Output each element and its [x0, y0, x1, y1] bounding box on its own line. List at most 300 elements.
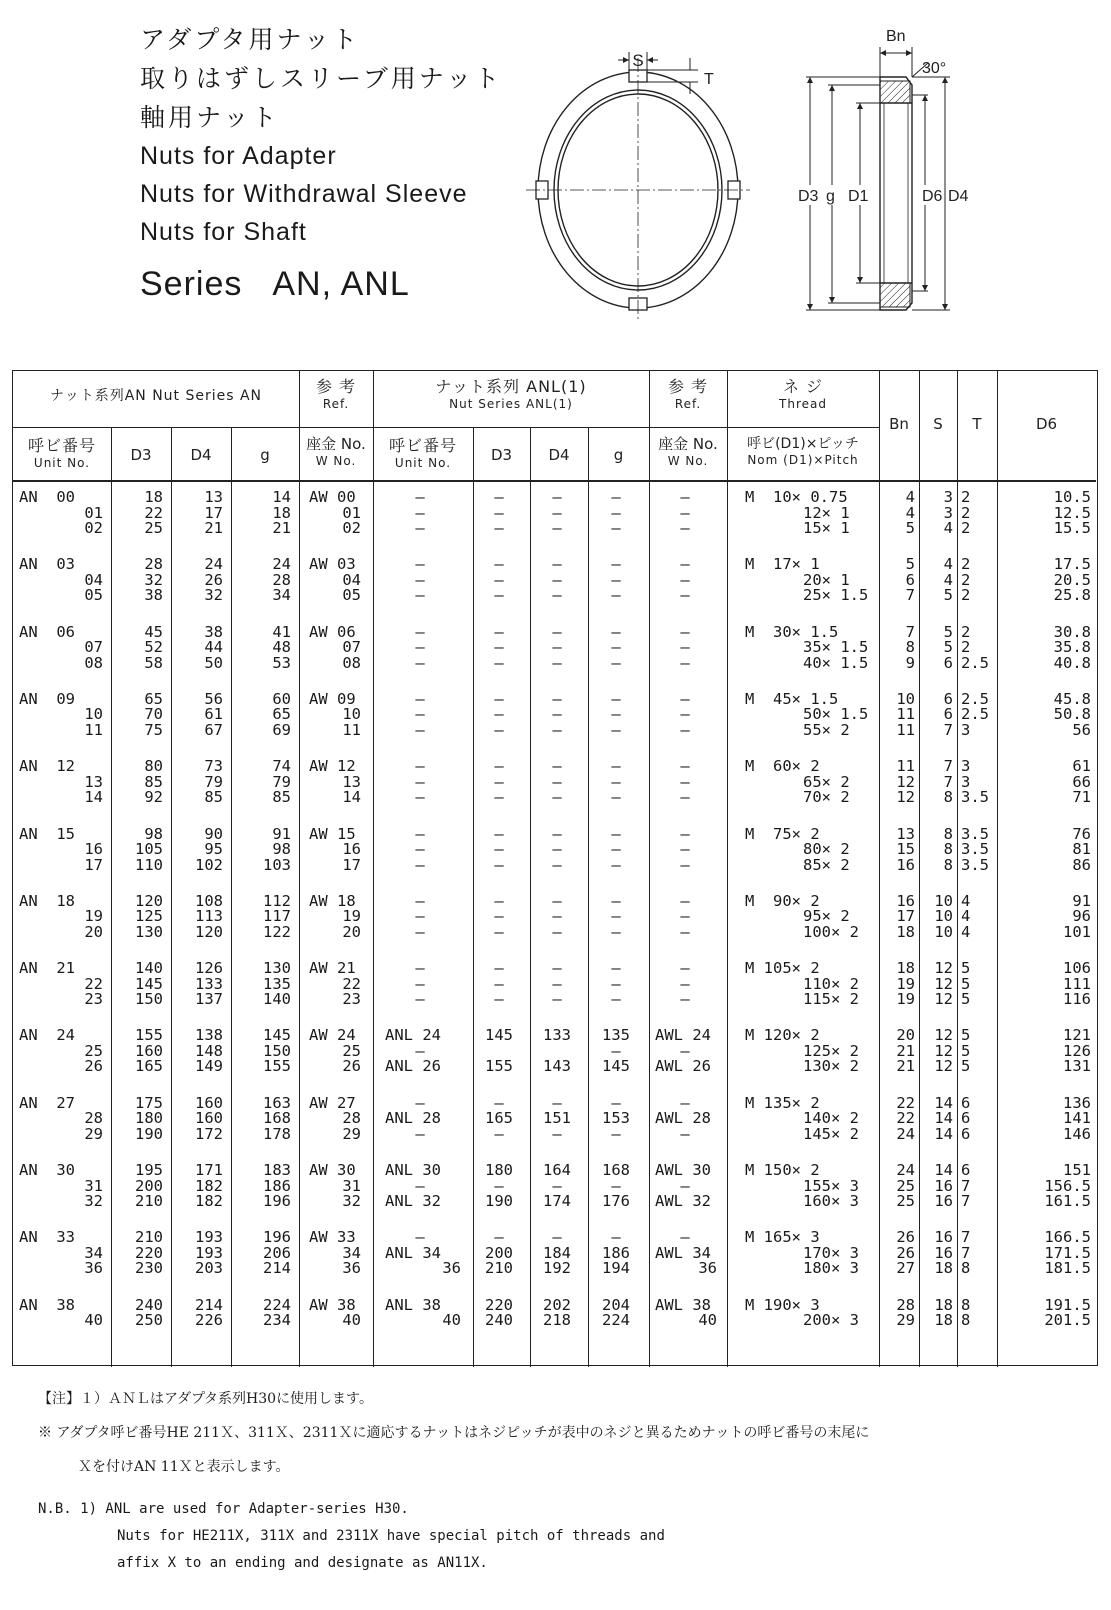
cell-bn [879, 1163, 915, 1229]
cell-value: 5 [961, 1057, 971, 1076]
cell-value: 7 [905, 586, 915, 605]
cell-value: 120 [135, 891, 163, 910]
cell-value: 2 [961, 555, 971, 574]
cell-value: AW 30 [309, 1161, 356, 1179]
cell-value: 8 [961, 1311, 971, 1330]
cell-value: — [415, 570, 425, 589]
cell-value: 08 [342, 653, 361, 672]
cell-value: M 17× 1 [745, 555, 820, 574]
cell-value: — [611, 891, 621, 910]
cell-value: — [552, 757, 562, 776]
cell-awl [649, 490, 721, 556]
cell-value: 24 [204, 555, 223, 574]
cell-value: — [494, 720, 504, 739]
cell-value: 182 [195, 1192, 223, 1210]
cell-value: 34 [272, 586, 291, 605]
cell-d3b [473, 689, 525, 758]
cell-value: 7 [961, 1243, 971, 1262]
s-header: S [933, 415, 943, 433]
cell-value: 11 [342, 720, 361, 739]
cell-value: AWL 34 [655, 1243, 711, 1262]
cell-d4b [530, 759, 584, 825]
cell-an [19, 759, 107, 825]
cell-value: 125× 2 [803, 1041, 859, 1060]
cell-value: 29 [84, 1124, 103, 1143]
note-jp-3: Ｘを付けAN 11Ｘと表示します。 [78, 1459, 290, 1475]
cell-value: — [680, 788, 690, 807]
cell-value: 79 [204, 772, 223, 791]
cell-d4 [171, 891, 223, 960]
cell-value: — [494, 1093, 504, 1112]
cell-value: 10 [934, 891, 953, 910]
cell-value: 108 [195, 891, 223, 910]
cell-aw [299, 557, 367, 623]
cell-value: — [415, 757, 425, 776]
cell-value: 56 [1072, 720, 1091, 739]
cell-value: — [552, 720, 562, 739]
cell-value: 28 [144, 555, 163, 574]
cell-value: — [552, 503, 562, 522]
table-row-group [13, 557, 1096, 623]
washer2-jp-header: 座金 No. [658, 435, 718, 453]
cell-aw [299, 1230, 367, 1296]
cell-value: 18 [934, 1295, 953, 1314]
cell-value: 8 [961, 1295, 971, 1314]
cell-value: — [415, 990, 425, 1009]
cell-d6 [997, 1295, 1091, 1364]
title-en-adapter: Nuts for Adapter [140, 142, 337, 170]
cell-value: 180 [485, 1161, 513, 1179]
cell-value: 14 [934, 1161, 953, 1179]
cell-value: — [552, 891, 562, 910]
cell-value: 85 [272, 788, 291, 807]
cell-value: 25 [342, 1041, 361, 1060]
cell-value: M 45× 1.5 [745, 689, 839, 708]
cell-value: 26 [342, 1057, 361, 1076]
cell-value: 21 [272, 519, 291, 537]
d3b-header: D3 [490, 446, 513, 464]
cell-d6 [997, 622, 1091, 691]
cell-value: — [494, 1176, 504, 1195]
series-title [140, 265, 502, 304]
cell-value: — [611, 705, 621, 724]
cell-g [231, 557, 291, 623]
cell-value: 50× 1.5 [803, 705, 869, 724]
unit-no2-en-header: Unit No. [394, 456, 452, 470]
cell-value: — [415, 1041, 425, 1060]
cell-s [919, 1230, 953, 1296]
cell-value: — [494, 586, 504, 605]
cell-value: 13 [342, 772, 361, 791]
cell-d3 [111, 490, 163, 556]
cell-value: 31 [84, 1176, 103, 1195]
cell-value: — [611, 1124, 621, 1143]
cell-value: 143 [543, 1057, 571, 1076]
cell-value: — [680, 855, 690, 874]
cell-d4b [530, 961, 584, 1027]
cell-d3 [111, 1230, 163, 1296]
cell-value: 133 [195, 974, 223, 993]
cell-value: 61 [1072, 757, 1091, 776]
cell-value: — [415, 788, 425, 807]
cell-d3 [111, 824, 163, 893]
cell-value: 130 [263, 959, 291, 978]
cell-value: 80× 2 [803, 840, 850, 858]
cell-value: 40× 1.5 [803, 653, 869, 672]
cell-value: — [552, 840, 562, 858]
cell-value: — [611, 974, 621, 993]
cell-value: 5 [943, 586, 953, 605]
cell-value: — [494, 840, 504, 858]
cell-value: 172 [195, 1124, 223, 1143]
cell-value: 86 [1072, 855, 1091, 874]
cell-value: — [680, 586, 690, 605]
cell-value: 2 [961, 638, 971, 657]
cell-value: 12× 1 [803, 503, 850, 522]
cell-g [231, 622, 291, 691]
cell-d4b [530, 1163, 584, 1229]
d4-header: D4 [190, 446, 212, 464]
cell-value: — [680, 891, 690, 910]
cell-s [919, 1093, 953, 1162]
cell-s [919, 490, 953, 556]
cell-value: AN 12 [19, 757, 75, 776]
cell-value: 15× 1 [803, 519, 850, 537]
cell-gb [588, 557, 644, 623]
cell-value: 206 [263, 1243, 291, 1262]
cell-value: 38 [144, 586, 163, 605]
cell-value: 176 [602, 1192, 630, 1210]
cell-value: 50 [204, 653, 223, 672]
cell-value: 180× 3 [803, 1259, 859, 1278]
cell-d4 [171, 1230, 223, 1296]
cell-bn [879, 1295, 915, 1364]
table-row-group [13, 689, 1096, 758]
cell-value: 35× 1.5 [803, 638, 869, 657]
cell-value: M 165× 3 [745, 1228, 820, 1247]
cell-value: 25× 1.5 [803, 586, 869, 605]
cell-value: 5 [961, 1026, 971, 1045]
cell-value: 160× 3 [803, 1192, 859, 1210]
cell-value: 111 [1063, 974, 1091, 993]
cell-value: — [552, 519, 562, 537]
cell-value: — [552, 622, 562, 641]
cell-value: 193 [195, 1243, 223, 1262]
cell-value: 116 [1063, 990, 1091, 1009]
bn-header: Bn [889, 415, 909, 433]
cell-an [19, 557, 107, 623]
cell-t [961, 961, 997, 1027]
cell-value: 145× 2 [803, 1124, 859, 1143]
cell-value: 4 [905, 488, 915, 506]
cell-value: 5 [905, 555, 915, 574]
cell-value: — [680, 622, 690, 641]
cell-an [19, 622, 107, 691]
cell-value: — [494, 503, 504, 522]
cell-value: ANL 32 [385, 1192, 441, 1210]
cell-value: 35.8 [1053, 638, 1091, 657]
cell-value: — [494, 705, 504, 724]
cell-value: 6 [905, 570, 915, 589]
cell-value: 4 [943, 570, 953, 589]
cell-value: 153 [602, 1109, 630, 1128]
cell-value: — [680, 705, 690, 724]
cell-value: AN 21 [19, 959, 75, 978]
cell-value: 137 [195, 990, 223, 1009]
cell-s [919, 824, 953, 893]
cell-value: — [611, 488, 621, 506]
cell-d4 [171, 490, 223, 556]
cell-aw [299, 1163, 367, 1229]
cell-value: — [494, 622, 504, 641]
cell-value: 61 [204, 705, 223, 724]
cell-awl [649, 557, 721, 623]
cell-value: 71 [1072, 788, 1091, 807]
cell-value: — [680, 638, 690, 657]
cell-d4 [171, 622, 223, 691]
table-row-group [13, 1230, 1096, 1296]
cell-value: — [611, 757, 621, 776]
cell-value: 41 [272, 622, 291, 641]
cell-thread [731, 557, 877, 623]
cell-value: 14 [934, 1124, 953, 1143]
cell-value: — [680, 824, 690, 843]
cell-value: 3.5 [961, 824, 989, 843]
cell-value: 190 [135, 1124, 163, 1143]
cell-d3b [473, 1230, 525, 1296]
cell-value: 160 [195, 1093, 223, 1112]
cell-value: 18 [144, 488, 163, 506]
cell-value: 220 [135, 1243, 163, 1262]
washer-en-header: W No. [315, 454, 357, 468]
cell-value: 10 [934, 922, 953, 941]
cell-value: 6 [961, 1124, 971, 1143]
cell-value: 24 [272, 555, 291, 574]
cell-bn [879, 1093, 915, 1162]
cell-value: AWL 28 [655, 1109, 711, 1128]
cell-value: — [494, 959, 504, 978]
cell-s [919, 961, 953, 1027]
cell-value: AW 00 [309, 488, 356, 506]
cell-value: 122 [263, 922, 291, 941]
cell-value: 190 [485, 1192, 513, 1210]
cell-value: 18 [934, 1259, 953, 1278]
cell-d4 [171, 824, 223, 893]
cell-awl [649, 961, 721, 1027]
cell-value: 12 [934, 1057, 953, 1076]
cell-value: — [552, 824, 562, 843]
cell-value: M 190× 3 [745, 1295, 820, 1314]
cell-value: 168 [263, 1109, 291, 1128]
cell-value: 6 [943, 653, 953, 672]
washer-jp-header: 座金 No. [306, 435, 366, 453]
cell-value: — [415, 519, 425, 537]
cell-value: 14 [934, 1093, 953, 1112]
cell-t [961, 557, 997, 623]
cell-value: 75 [144, 720, 163, 739]
cell-value: 160 [195, 1109, 223, 1128]
cell-value: — [611, 922, 621, 941]
cell-value: 80 [144, 757, 163, 776]
cell-value: 40 [342, 1311, 361, 1330]
cell-value: — [611, 907, 621, 926]
cell-thread [731, 1163, 877, 1229]
cell-value: 53 [272, 653, 291, 672]
cell-value: AW 03 [309, 555, 356, 574]
cell-bn [879, 824, 915, 893]
g-dimension-label: g [826, 188, 835, 205]
cell-value: — [611, 772, 621, 791]
cell-value: 141 [1063, 1109, 1091, 1128]
cell-thread [731, 1295, 877, 1364]
cell-value: 2.5 [961, 653, 989, 672]
cell-value: 66 [1072, 772, 1091, 791]
cell-d4b [530, 1230, 584, 1296]
cell-value: — [680, 1124, 690, 1143]
cell-value: — [415, 720, 425, 739]
cell-value: 10 [342, 705, 361, 724]
cell-value: 25 [896, 1176, 915, 1195]
cell-value: 174 [543, 1192, 571, 1210]
cell-thread [731, 689, 877, 758]
cell-gb [588, 622, 644, 691]
cell-an [19, 824, 107, 893]
cell-d3b [473, 759, 525, 825]
cell-value: 195 [135, 1161, 163, 1179]
cell-value: 184 [543, 1243, 571, 1262]
cell-value: 02 [84, 519, 103, 537]
cell-value: — [680, 1228, 690, 1247]
d3-dimension-label: D3 [798, 188, 819, 205]
cell-value: AN 03 [19, 555, 75, 574]
cell-value: 5 [961, 990, 971, 1009]
cell-value: 203 [195, 1259, 223, 1278]
cell-value: — [552, 570, 562, 589]
cell-value: 12 [934, 1041, 953, 1060]
cell-value: 10.5 [1053, 488, 1091, 506]
cell-value: 21 [896, 1041, 915, 1060]
cell-value: — [415, 555, 425, 574]
cell-value: AW 21 [309, 959, 356, 978]
cell-d3 [111, 689, 163, 758]
cell-value: 36 [84, 1259, 103, 1278]
cell-bn [879, 1230, 915, 1296]
cell-value: 12 [896, 788, 915, 807]
cell-t [961, 622, 997, 691]
cell-value: — [680, 959, 690, 978]
cell-value: M 75× 2 [745, 824, 820, 843]
cell-value: 135 [602, 1026, 630, 1045]
cell-value: 10 [896, 689, 915, 708]
cell-t [961, 759, 997, 825]
cell-value: — [680, 907, 690, 926]
cell-value: 250 [135, 1311, 163, 1330]
cell-anl [373, 490, 467, 556]
cell-value: — [552, 907, 562, 926]
cell-value: — [680, 757, 690, 776]
cell-value: ANL 34 [385, 1243, 441, 1262]
cell-value: 76 [1072, 824, 1091, 843]
cell-value: 130 [135, 922, 163, 941]
cell-value: 29 [896, 1311, 915, 1330]
cell-value: 20 [896, 1026, 915, 1045]
cell-value: 32 [342, 1192, 361, 1210]
cell-aw [299, 689, 367, 758]
cell-value: — [552, 1228, 562, 1247]
cell-value: 79 [272, 772, 291, 791]
cell-anl [373, 891, 467, 960]
cell-value: 103 [263, 855, 291, 874]
cell-value: 6 [943, 705, 953, 724]
cell-value: M 60× 2 [745, 757, 820, 776]
cell-value: 12 [934, 974, 953, 993]
cell-value: 171 [195, 1161, 223, 1179]
cell-value: 22 [84, 974, 103, 993]
cell-value: 16 [896, 855, 915, 874]
cell-value: — [611, 840, 621, 858]
cell-value: 3 [943, 488, 953, 506]
cell-an [19, 689, 107, 758]
cell-value: — [494, 974, 504, 993]
cell-value: 210 [135, 1228, 163, 1247]
cell-value: 04 [84, 570, 103, 589]
cell-d3b [473, 1163, 525, 1229]
cell-d3 [111, 891, 163, 960]
cell-value: AN 06 [19, 622, 75, 641]
cell-value: — [415, 907, 425, 926]
cell-gb [588, 1230, 644, 1296]
table-row-group [13, 961, 1096, 1027]
cell-value: 28 [896, 1295, 915, 1314]
cell-value: — [611, 1228, 621, 1247]
cell-value: 186 [602, 1243, 630, 1262]
cell-value: 8 [943, 788, 953, 807]
cell-value: — [552, 1176, 562, 1195]
cell-value: 8 [943, 855, 953, 874]
cell-value: 50.8 [1053, 705, 1091, 724]
cell-value: 19 [342, 907, 361, 926]
cell-value: AWL 24 [655, 1026, 711, 1045]
cell-value: 170× 3 [803, 1243, 859, 1262]
cell-anl [373, 1163, 467, 1229]
cell-value: 200 [135, 1176, 163, 1195]
cell-value: 3.5 [961, 788, 989, 807]
cell-value: 58 [144, 653, 163, 672]
table-row-group [13, 1093, 1096, 1162]
cell-value: AW 24 [309, 1026, 356, 1045]
cell-value: AW 09 [309, 689, 356, 708]
cell-value: 4 [961, 891, 971, 910]
cell-value: AW 06 [309, 622, 356, 641]
note-jp-1: 【注】１）ＡＮＬはアダプタ系列H30に使用します。 [38, 1391, 373, 1407]
cell-value: 151 [1063, 1161, 1091, 1179]
cell-value: M 150× 2 [745, 1161, 820, 1179]
cell-value: 52 [144, 638, 163, 657]
cell-value: 2 [961, 503, 971, 522]
cell-value: 10 [84, 705, 103, 724]
cell-value: — [494, 772, 504, 791]
cell-d4 [171, 557, 223, 623]
cell-thread [731, 759, 877, 825]
cell-aw [299, 490, 367, 556]
cell-awl [649, 1028, 721, 1094]
cell-d6 [997, 961, 1091, 1027]
cell-awl [649, 1230, 721, 1296]
cell-t [961, 689, 997, 758]
cell-value: — [415, 503, 425, 522]
cell-value: 65× 2 [803, 772, 850, 791]
cell-anl [373, 557, 467, 623]
